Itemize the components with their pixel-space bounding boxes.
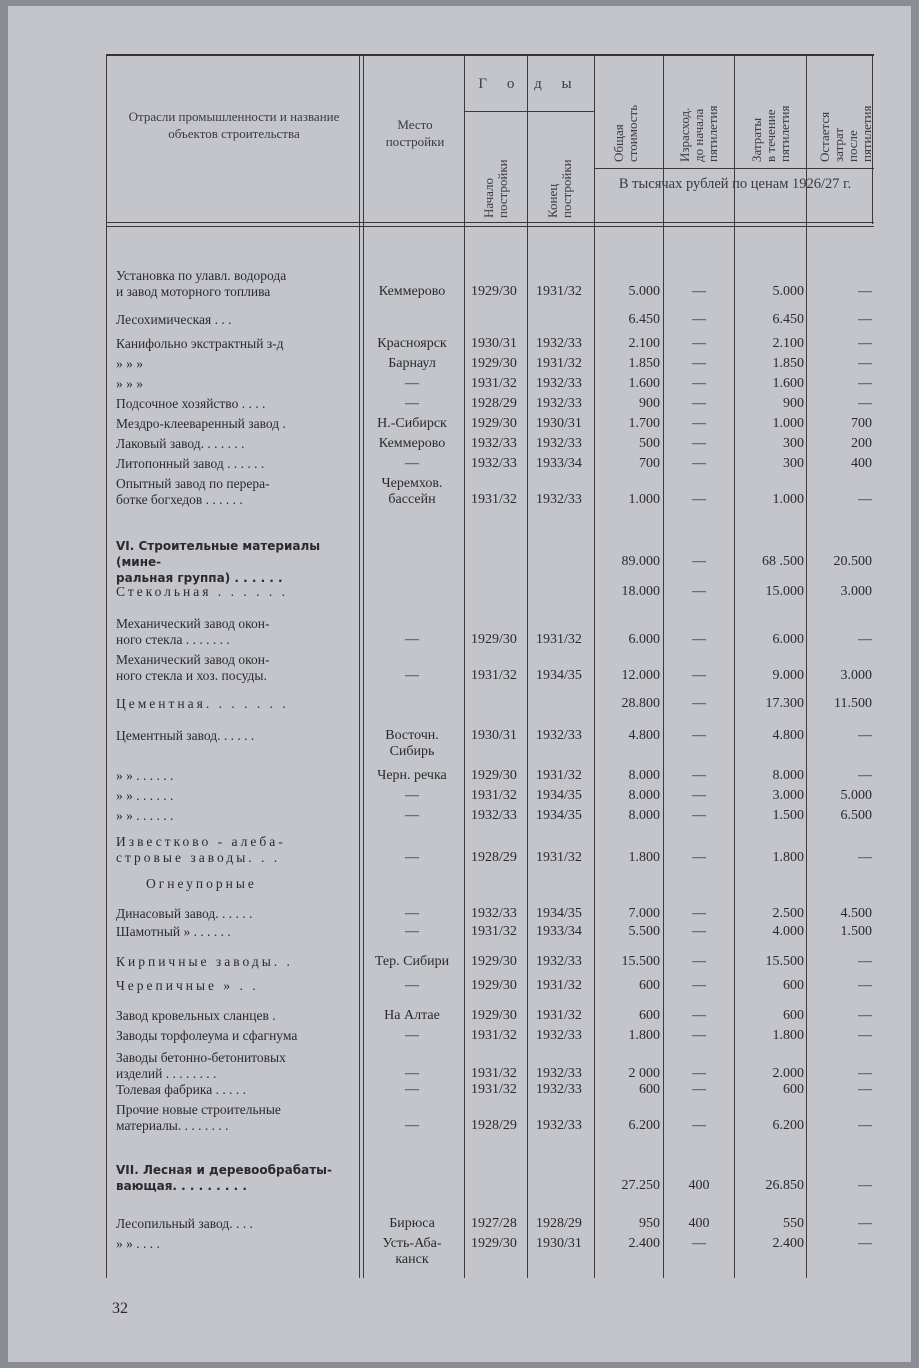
row-spent-during: 2.100: [772, 336, 804, 351]
row-start-year: 1929/30: [471, 768, 517, 783]
row-remaining: 700: [851, 416, 872, 431]
row-spent-during: 300: [783, 456, 804, 471]
row-end-year: 1931/32: [536, 356, 582, 371]
row-spent-before: —: [692, 396, 706, 411]
row-name: VII. Лесная и деревообрабаты- вающая. . . . . . . . .: [116, 1163, 332, 1193]
row-spent-during: 8.000: [772, 768, 804, 783]
row-remaining: —: [858, 1066, 872, 1081]
row-end-year: 1932/33: [536, 1066, 582, 1081]
row-total-cost: 1.700: [628, 416, 660, 431]
row-end-year: 1933/34: [536, 924, 582, 939]
row-start-year: 1929/30: [471, 284, 517, 299]
row-end-year: 1932/33: [536, 954, 582, 969]
row-total-cost: 950: [639, 1216, 660, 1231]
row-remaining: —: [858, 1118, 872, 1133]
row-place: Красноярск: [377, 336, 447, 351]
row-start-year: 1929/30: [471, 416, 517, 431]
row-spent-during: 15.500: [765, 954, 804, 969]
row-spent-during: 600: [783, 1082, 804, 1097]
row-end-year: 1932/33: [536, 436, 582, 451]
row-spent-before: 400: [688, 1178, 710, 1193]
row-place: —: [405, 1028, 419, 1043]
row-place: Н.-Сибирск: [377, 416, 447, 431]
row-name: Заводы торфолеума и сфагнума: [116, 1028, 298, 1043]
row-spent-during: 3.000: [772, 788, 804, 803]
row-total-cost: 5.500: [628, 924, 660, 939]
row-spent-during: 15.000: [765, 584, 804, 599]
row-start-year: 1931/32: [471, 788, 517, 803]
row-end-year: 1933/34: [536, 456, 582, 471]
header-end: Конец постройки: [545, 159, 574, 218]
row-start-year: 1929/30: [471, 632, 517, 647]
row-spent-before: —: [692, 768, 706, 783]
row-start-year: 1932/33: [471, 436, 517, 451]
row-name: » » . . . . . .: [116, 808, 174, 823]
row-place: —: [405, 906, 419, 921]
row-place: Бирюса: [389, 1216, 435, 1231]
row-name: Механический завод окон- ного стекла и хоз. посуды.: [116, 652, 270, 683]
row-total-cost: 12.000: [621, 668, 660, 683]
row-place: —: [405, 376, 419, 391]
row-spent-before: —: [692, 632, 706, 647]
row-name: Черепичные » . .: [116, 978, 259, 993]
row-remaining: 11.500: [834, 696, 872, 711]
row-total-cost: 1.850: [628, 356, 660, 371]
row-remaining: 200: [851, 436, 872, 451]
row-spent-before: —: [692, 954, 706, 969]
row-spent-during: 9.000: [772, 668, 804, 683]
row-total-cost: 700: [639, 456, 660, 471]
row-name: Цементная. . . . . . .: [116, 696, 289, 711]
row-end-year: 1932/33: [536, 1082, 582, 1097]
row-spent-before: —: [692, 554, 706, 569]
row-start-year: 1931/32: [471, 1028, 517, 1043]
row-name: Заводы бетонно-бетонитовых изделий . . . . . . . .: [116, 1050, 286, 1081]
row-end-year: 1934/35: [536, 808, 582, 823]
row-place: —: [405, 978, 419, 993]
row-remaining: —: [858, 1178, 872, 1193]
row-spent-during: 2.400: [772, 1236, 804, 1251]
header-branch: Отрасли промышленности и название объектов строительства: [128, 109, 340, 141]
row-spent-before: —: [692, 1028, 706, 1043]
row-total-cost: 2 000: [628, 1066, 660, 1081]
row-start-year: 1931/32: [471, 1082, 517, 1097]
row-start-year: 1930/31: [471, 336, 517, 351]
row-start-year: 1928/29: [471, 396, 517, 411]
row-spent-before: —: [692, 584, 706, 599]
row-remaining: 3.000: [840, 584, 872, 599]
row-spent-before: —: [692, 808, 706, 823]
row-start-year: 1930/31: [471, 728, 517, 743]
row-end-year: 1934/35: [536, 668, 582, 683]
row-end-year: 1932/33: [536, 1118, 582, 1133]
row-spent-during: 600: [783, 1008, 804, 1023]
row-name: Подсочное хозяйство . . . .: [116, 396, 266, 411]
row-remaining: —: [858, 768, 872, 783]
row-name: » » . . . . . .: [116, 768, 174, 783]
row-remaining: —: [858, 376, 872, 391]
row-total-cost: 1.800: [628, 1028, 660, 1043]
row-start-year: 1932/33: [471, 456, 517, 471]
row-spent-during: 4.000: [772, 924, 804, 939]
row-start-year: 1929/30: [471, 1008, 517, 1023]
row-place: —: [405, 632, 419, 647]
row-place: Черн. речка: [377, 768, 447, 783]
row-name: Установка по улавл. водорода и завод моторного топлива: [116, 268, 287, 299]
row-total-cost: 6.000: [628, 632, 660, 647]
row-name: Лесопильный завод. . . .: [116, 1216, 253, 1231]
row-place: —: [405, 396, 419, 411]
row-spent-before: —: [692, 1066, 706, 1081]
row-remaining: —: [858, 954, 872, 969]
header-units: В тысячах рублей по ценам 1926/27 г.: [618, 176, 852, 192]
row-remaining: —: [858, 728, 872, 743]
row-remaining: —: [858, 1028, 872, 1043]
row-remaining: 20.500: [833, 554, 872, 569]
construction-table: [106, 54, 874, 1278]
row-end-year: 1930/31: [536, 1236, 582, 1251]
row-end-year: 1931/32: [536, 284, 582, 299]
header-spent-before: Израсход. до начала пятилетия: [677, 105, 720, 162]
row-total-cost: 18.000: [621, 584, 660, 599]
row-name: Кирпичные заводы. .: [116, 954, 293, 969]
row-spent-during: 1.000: [772, 416, 804, 431]
row-start-year: 1927/28: [471, 1216, 517, 1231]
row-total-cost: 2.400: [628, 1236, 660, 1251]
row-total-cost: 900: [639, 396, 660, 411]
row-remaining: —: [858, 1236, 872, 1251]
row-name: » » »: [116, 376, 143, 391]
row-spent-during: 1.600: [772, 376, 804, 391]
header-bottom-rule: [106, 226, 874, 227]
row-spent-during: 900: [783, 396, 804, 411]
row-spent-before: —: [692, 376, 706, 391]
header-rule: [464, 111, 594, 112]
row-place: Тер. Сибири: [374, 954, 450, 969]
row-place: —: [405, 850, 419, 865]
row-remaining: —: [858, 284, 872, 299]
row-spent-during: 1.800: [772, 850, 804, 865]
row-total-cost: 600: [639, 1082, 660, 1097]
row-spent-before: —: [692, 850, 706, 865]
row-start-year: 1931/32: [471, 924, 517, 939]
row-spent-during: 26.850: [765, 1178, 804, 1193]
row-name: Завод кровельных сланцев .: [116, 1008, 276, 1023]
row-remaining: —: [858, 1216, 872, 1231]
row-total-cost: 2.100: [628, 336, 660, 351]
row-spent-before: —: [692, 336, 706, 351]
row-start-year: 1931/32: [471, 376, 517, 391]
row-total-cost: 8.000: [628, 768, 660, 783]
row-spent-during: 6.450: [772, 312, 804, 327]
row-spent-during: 2.000: [772, 1066, 804, 1081]
header-bottom-rule: [106, 222, 874, 223]
row-total-cost: 7.000: [628, 906, 660, 921]
row-spent-before: —: [692, 906, 706, 921]
page-number: 32: [112, 1300, 128, 1317]
row-spent-during: 1.800: [772, 1028, 804, 1043]
row-name: Лесохимическая . . .: [116, 312, 232, 327]
row-name: Огнеупорные: [146, 876, 257, 891]
table-border-left: [106, 56, 107, 1278]
row-spent-during: 6.200: [772, 1118, 804, 1133]
row-spent-before: —: [692, 1082, 706, 1097]
row-name: Толевая фабрика . . . . .: [116, 1082, 246, 1097]
row-spent-before: —: [692, 356, 706, 371]
row-start-year: 1932/33: [471, 906, 517, 921]
row-start-year: 1929/30: [471, 356, 517, 371]
row-remaining: —: [858, 312, 872, 327]
row-end-year: 1931/32: [536, 632, 582, 647]
row-start-year: 1931/32: [471, 668, 517, 683]
row-total-cost: 8.000: [628, 788, 660, 803]
row-end-year: 1934/35: [536, 906, 582, 921]
row-start-year: 1929/30: [471, 1236, 517, 1251]
row-end-year: 1931/32: [536, 768, 582, 783]
row-spent-during: 4.800: [772, 728, 804, 743]
row-start-year: 1929/30: [471, 978, 517, 993]
row-start-year: 1932/33: [471, 808, 517, 823]
row-place: —: [405, 1066, 419, 1081]
row-spent-during: 300: [783, 436, 804, 451]
row-place: —: [405, 808, 419, 823]
row-start-year: 1929/30: [471, 954, 517, 969]
row-name: Мездро-клееваренный завод .: [116, 416, 286, 431]
row-end-year: 1932/33: [536, 396, 582, 411]
row-place: Черемхов. бассейн: [381, 476, 443, 507]
row-name: » » . . . .: [116, 1236, 160, 1251]
row-remaining: 6.500: [840, 808, 872, 823]
row-spent-before: —: [692, 1008, 706, 1023]
row-spent-during: 5.000: [772, 284, 804, 299]
row-name: Динасовый завод. . . . . .: [116, 906, 253, 921]
row-total-cost: 600: [639, 978, 660, 993]
row-spent-during: 1.500: [772, 808, 804, 823]
row-spent-during: 6.000: [772, 632, 804, 647]
row-total-cost: 6.450: [628, 312, 660, 327]
row-spent-before: —: [692, 436, 706, 451]
row-spent-during: 600: [783, 978, 804, 993]
row-name: VI. Строительные материалы (мине- ральная группа) . . . . . .: [116, 539, 321, 585]
row-end-year: 1930/31: [536, 416, 582, 431]
row-spent-before: —: [692, 1118, 706, 1133]
header-remaining: Остается затрат после пятилетия: [817, 105, 874, 162]
row-spent-before: —: [692, 924, 706, 939]
row-spent-before: —: [692, 416, 706, 431]
row-spent-before: —: [692, 1236, 706, 1251]
row-spent-before: —: [692, 284, 706, 299]
row-remaining: 1.500: [840, 924, 872, 939]
row-name: Прочие новые строительные материалы. . . . . . . .: [116, 1102, 281, 1133]
row-remaining: —: [858, 850, 872, 865]
header-rule: [594, 168, 874, 169]
row-name: Стекольная . . . . . .: [116, 584, 288, 599]
header-start: Начало постройки: [481, 159, 510, 218]
row-start-year: 1928/29: [471, 850, 517, 865]
row-spent-during: 2.500: [772, 906, 804, 921]
row-end-year: 1932/33: [536, 1028, 582, 1043]
row-spent-before: 400: [688, 1216, 710, 1231]
row-place: Восточн. Сибирь: [385, 728, 439, 759]
row-end-year: 1931/32: [536, 850, 582, 865]
row-total-cost: 89.000: [621, 554, 660, 569]
header-place: Место постройки: [385, 117, 445, 149]
row-total-cost: 27.250: [621, 1178, 660, 1193]
row-total-cost: 1.800: [628, 850, 660, 865]
row-spent-during: 68 .500: [762, 554, 804, 569]
row-place: Барнаул: [388, 356, 436, 371]
row-spent-before: —: [692, 728, 706, 743]
row-place: —: [405, 456, 419, 471]
row-total-cost: 5.000: [628, 284, 660, 299]
row-remaining: —: [858, 632, 872, 647]
row-total-cost: 1.000: [628, 492, 660, 507]
row-name: » » . . . . . .: [116, 788, 174, 803]
row-spent-during: 17.300: [765, 696, 804, 711]
row-end-year: 1928/29: [536, 1216, 582, 1231]
row-end-year: 1931/32: [536, 1008, 582, 1023]
row-spent-before: —: [692, 696, 706, 711]
row-spent-before: —: [692, 492, 706, 507]
row-place: —: [405, 924, 419, 939]
row-spent-during: 1.850: [772, 356, 804, 371]
row-remaining: —: [858, 396, 872, 411]
row-total-cost: 4.800: [628, 728, 660, 743]
row-name: Литопонный завод . . . . . .: [116, 456, 265, 471]
row-end-year: 1932/33: [536, 492, 582, 507]
row-place: Усть-Аба- канск: [382, 1236, 442, 1267]
row-place: —: [405, 1118, 419, 1133]
header-total: Общая стоимость: [611, 104, 640, 162]
row-total-cost: 600: [639, 1008, 660, 1023]
row-remaining: —: [858, 1082, 872, 1097]
row-remaining: —: [858, 492, 872, 507]
row-name: Лаковый завод. . . . . . .: [116, 436, 245, 451]
row-total-cost: 8.000: [628, 808, 660, 823]
column-rule: [359, 56, 360, 1278]
row-place: —: [405, 788, 419, 803]
document-page: [8, 6, 911, 1362]
row-spent-before: —: [692, 668, 706, 683]
row-remaining: —: [858, 1008, 872, 1023]
row-name: Шамотный » . . . . . .: [116, 924, 231, 939]
row-remaining: —: [858, 978, 872, 993]
row-remaining: —: [858, 356, 872, 371]
row-name: » » »: [116, 356, 143, 371]
row-start-year: 1931/32: [471, 1066, 517, 1081]
row-remaining: 400: [851, 456, 872, 471]
row-remaining: —: [858, 336, 872, 351]
row-remaining: 5.000: [840, 788, 872, 803]
row-name: Канифольно экстрактный з-д: [116, 336, 284, 351]
row-place: Кеммерово: [378, 436, 446, 451]
row-name: Опытный завод по перера- ботке богхедов . . . . . .: [116, 476, 270, 507]
row-total-cost: 28.800: [621, 696, 660, 711]
row-end-year: 1934/35: [536, 788, 582, 803]
row-name: Механический завод окон- ного стекла . . . . . . .: [116, 616, 270, 647]
row-place: —: [405, 668, 419, 683]
row-remaining: 3.000: [840, 668, 872, 683]
row-total-cost: 1.600: [628, 376, 660, 391]
row-end-year: 1932/33: [536, 336, 582, 351]
row-name: Известково - алеба- стровые заводы. . .: [116, 834, 286, 865]
row-total-cost: 6.200: [628, 1118, 660, 1133]
row-remaining: 4.500: [840, 906, 872, 921]
row-spent-during: 550: [783, 1216, 804, 1231]
row-start-year: 1928/29: [471, 1118, 517, 1133]
row-start-year: 1931/32: [471, 492, 517, 507]
row-end-year: 1932/33: [536, 376, 582, 391]
header-spent-during: Затраты в течение пятилетия: [749, 105, 792, 162]
row-total-cost: 500: [639, 436, 660, 451]
row-spent-before: —: [692, 978, 706, 993]
row-end-year: 1931/32: [536, 978, 582, 993]
header-years: Г о д ы: [478, 76, 580, 92]
row-place: —: [405, 1082, 419, 1097]
row-spent-before: —: [692, 788, 706, 803]
row-place: На Алтае: [384, 1008, 440, 1023]
row-end-year: 1932/33: [536, 728, 582, 743]
row-spent-before: —: [692, 312, 706, 327]
row-spent-before: —: [692, 456, 706, 471]
row-spent-during: 1.000: [772, 492, 804, 507]
row-name: Цементный завод. . . . . .: [116, 728, 255, 743]
row-total-cost: 15.500: [621, 954, 660, 969]
row-place: Кеммерово: [378, 284, 446, 299]
